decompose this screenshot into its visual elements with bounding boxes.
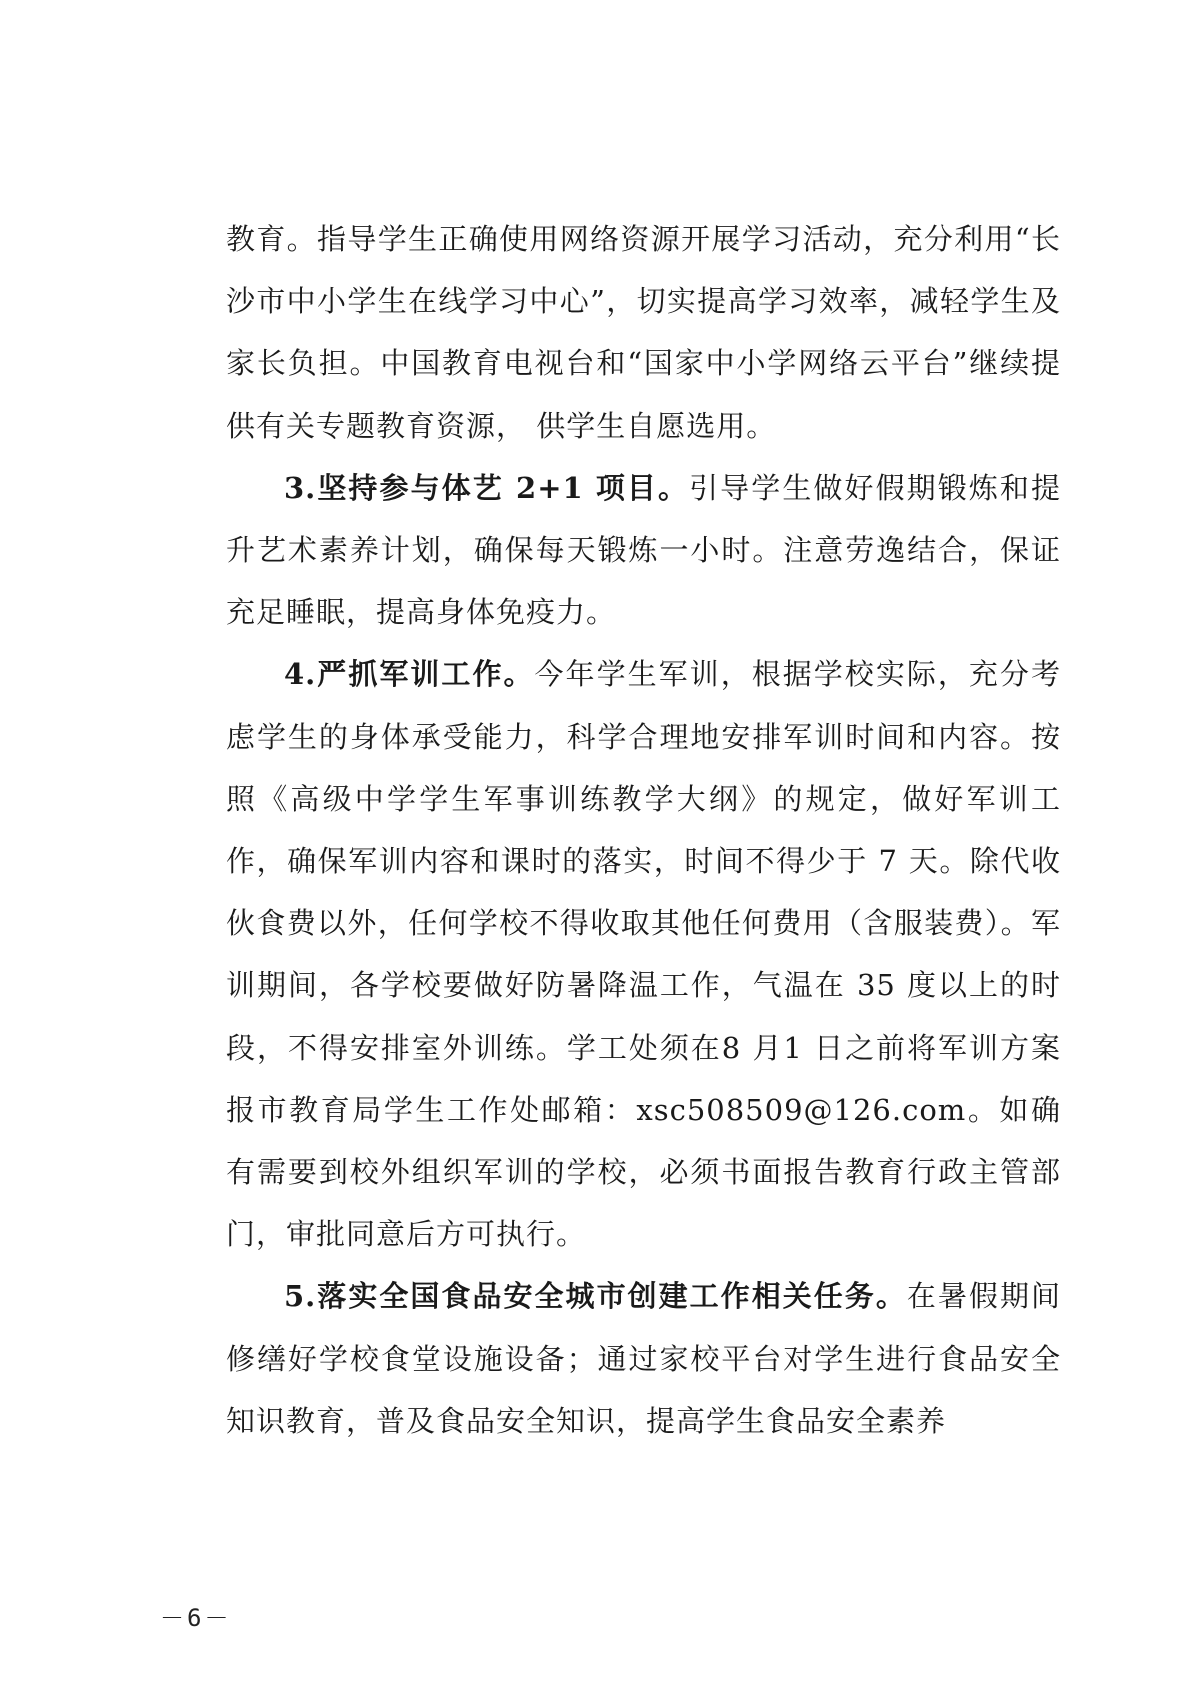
paragraph-heading: 5.落实全国食品安全城市创建工作相关任务。 (284, 1279, 907, 1314)
paragraph-heading: 3.坚持参与体艺 2+1 项目。 (284, 470, 690, 505)
paragraph-heading: 4.严抓军训工作。 (284, 657, 535, 692)
paragraph-text: 教育。指导学生正确使用网络资源开展学习活动，充分利用“长沙市中小学生在线学习中心”，切实提高学习效率，减轻学生及家长负担。中国教育电视台和“国家中小学网络云平台”继续提供有关专题教育资源， 供学生自愿选用。 (226, 222, 1061, 443)
paragraph-text: 今年学生军训，根据学校实际，充分考虑学生的身体承受能力，科学合理地安排军训时间和内容。按照《高级中学学生军事训练教学大纲》的规定，做好军训工作，确保军训内容和课时的落实，时间不得少于 7 天。除代收伙食费以外，任何学校不得收取其他任何费用（含服装费）。军训期间，各学校要做好防暑降温工作，气温在 35 度以上的时段，不得安排室外训练。学工处须在8 月1 日之前将军训方案报市教育局学生工作处邮箱：xsc508509@126.com。如确有需要到校外组织军训的学校，必须书面报告教育行政主管部门，审批同意后方可执行。 (226, 657, 1061, 1252)
paragraph-item-4 (226, 643, 1061, 1265)
paragraph-item-5 (226, 1265, 1061, 1452)
paragraph-text: 引导学生做好假期锻炼和提升艺术素养计划，确保每天锻炼一小时。注意劳逸结合，保证充足睡眠，提高身体免疫力。 (226, 470, 1061, 630)
page-number: －6－ (160, 1604, 232, 1632)
paragraph-item-3 (226, 457, 1061, 644)
paragraph-continuation (226, 208, 1061, 457)
body-text (226, 208, 1061, 1452)
paragraph-text: 在暑假期间修缮好学校食堂设施设备；通过家校平台对学生进行食品安全知识教育，普及食品安全知识，提高学生食品安全素养 (226, 1279, 1061, 1438)
